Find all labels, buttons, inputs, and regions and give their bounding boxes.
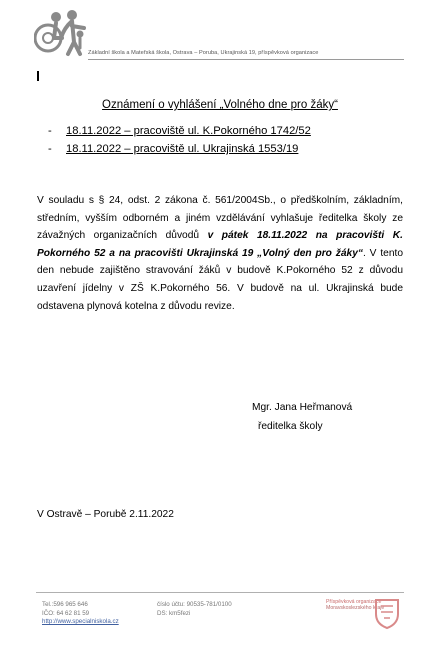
document-title: Oznámení o vyhlášení „Volného dne pro žáky“ xyxy=(102,99,338,111)
regional-brand-icon xyxy=(372,596,402,630)
footer-contact xyxy=(42,601,119,627)
footer-bank xyxy=(157,601,232,618)
body-emphasis: v pátek 18.11.2022 na pracovišti K. Pokorného 52 a na pracovišti Ukrajinská 19 „Volný den pro žáky“ xyxy=(37,230,403,259)
signature-name: Mgr. Jana Heřmanová xyxy=(252,402,353,413)
header-divider xyxy=(88,59,404,60)
brand-line-2: Moravskoslezského kraje xyxy=(326,605,385,612)
footer-ico: IČO: 64 62 81 59 xyxy=(42,609,90,617)
footer-phone: Tel.:596 965 646 xyxy=(42,601,88,608)
footer-divider xyxy=(36,592,404,593)
body-text-part2: . V tento den nebude zajištěno stravování žáků v budově K.Pokorného 52 z důvodu uzavření jídelny v ZŠ K.Pokorného 56. V budově na ul. Ukrajinská bude odstavena plynová kotelna z důvodu revize. xyxy=(37,247,403,312)
list-item-text: 18.11.2022 – pracoviště ul. K.Pokorného 1742/52 xyxy=(66,125,311,137)
footer-account: číslo účtu: 90535-781/0100 xyxy=(157,601,232,608)
footer-web-link[interactable]: http://www.specialniskola.cz xyxy=(42,618,119,626)
body-text-part1: V souladu s § 24, odst. 2 zákona č. 561/2004Sb., o předškolním, základním, středním, vyšším odborném a jiném vzdělávání vyhlašuje ředitelka školy ze závažných organizačních důvodů xyxy=(37,195,403,242)
footer-ds: DS: km5fezi xyxy=(157,609,191,617)
signature-role: ředitelka školy xyxy=(258,421,323,432)
school-name-line: Základní škola a Mateřská škola, Ostrava – Poruba, Ukrajinská 19, příspěvková organizace xyxy=(88,50,319,56)
brand-line-1: Příspěvková organizace xyxy=(326,599,382,605)
list-dash: - xyxy=(48,143,52,155)
text-cursor xyxy=(37,71,39,81)
family-logo-icon xyxy=(34,8,88,60)
list-item-text: 18.11.2022 – pracoviště ul. Ukrajinská 1553/19 xyxy=(66,143,299,155)
list-item xyxy=(48,143,298,155)
list-dash: - xyxy=(48,125,52,137)
list-item xyxy=(48,125,311,137)
announcement-body xyxy=(37,192,403,315)
place-date: V Ostravě – Porubě 2.11.2022 xyxy=(37,509,174,520)
